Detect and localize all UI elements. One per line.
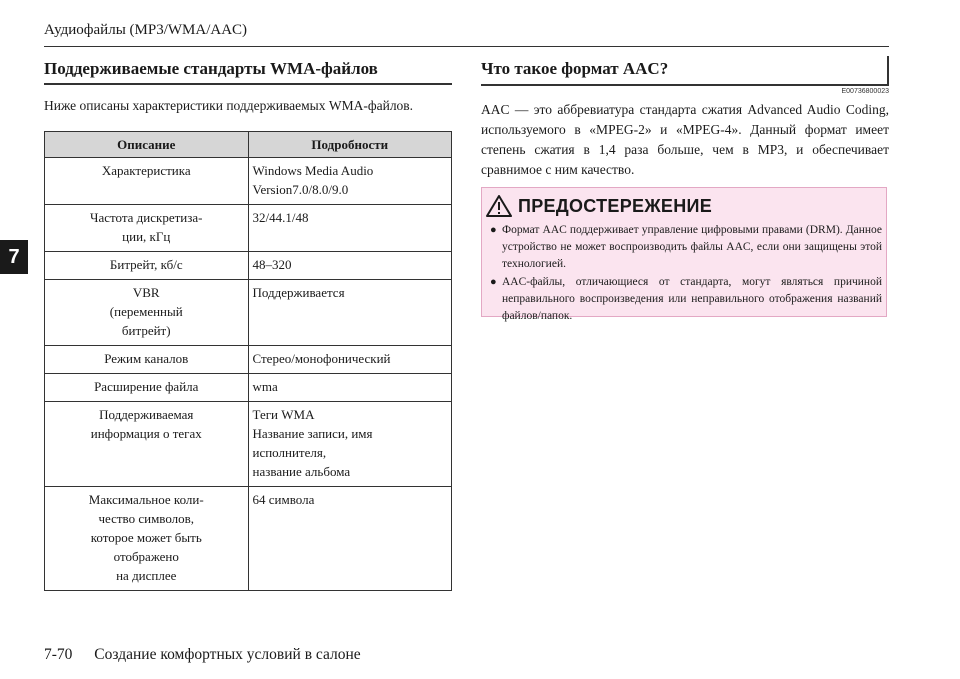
section-code: E00736800023: [841, 88, 889, 95]
aac-section-divider: [481, 84, 889, 86]
caution-item-text: AAC-файлы, отличающиеся от стандарта, могут являться причиной неправильного воспроизведения или неправильного отображения названий файлов/папок.: [502, 276, 882, 322]
table-row: [45, 205, 452, 252]
wma-section-divider: [44, 83, 452, 85]
caution-title: ПРЕДОСТЕРЕЖЕНИЕ: [518, 195, 713, 216]
wma-intro-text: Ниже описаны характеристики поддерживаемых WMA-файлов.: [44, 98, 414, 113]
table-header-row: [45, 132, 452, 158]
table-row: [45, 252, 452, 280]
table-row: [45, 280, 452, 346]
chapter-tab: 7: [0, 240, 28, 274]
header-divider: [44, 46, 889, 47]
table-cell-details: 64 символа: [248, 487, 452, 591]
caution-item: [490, 274, 882, 325]
table-row: [45, 158, 452, 205]
wma-section-title: Поддерживаемые стандарты WMA-файлов: [44, 59, 378, 78]
table-cell-details: Поддерживается: [248, 280, 452, 346]
page-number: 7-70: [44, 646, 73, 663]
aac-description: AAC — это аббревиатура стандарта сжатия Advanced Audio Coding, используемого в «MPEG-2» и «MPEG-4». Данный формат имеет степень сжатия в 1,4 раза больше, чем в MP3, и обеспечивает сравнимое с ним качество.: [481, 102, 889, 177]
table-cell-description: Характеристика: [45, 158, 249, 205]
table-cell-details: Стерео/монофонический: [248, 346, 452, 374]
table-body: [45, 158, 452, 591]
table-cell-description: Режим каналов: [45, 346, 249, 374]
table-cell-description: Битрейт, кб/с: [45, 252, 249, 280]
caution-item: [490, 222, 882, 273]
warning-triangle-icon: [486, 194, 512, 218]
table-cell-description: Расширение файла: [45, 374, 249, 402]
caution-item-text: Формат AAC поддерживает управление цифровыми правами (DRM). Данное устройство не может воспроизводить файлы AAC, если они защищены этой технологией.: [502, 224, 882, 270]
page-footer: [44, 646, 361, 664]
caution-list: [490, 222, 882, 326]
caution-box: [481, 187, 887, 322]
aac-section-bar: [887, 56, 889, 86]
table-cell-details: Windows Media Audio Version7.0/8.0/9.0: [248, 158, 452, 205]
table-cell-description: Частота дискретиза- ции, кГц: [45, 205, 249, 252]
table-row: [45, 374, 452, 402]
footer-chapter-title: Создание комфортных условий в салоне: [94, 646, 361, 663]
table-cell-description: VBR (переменный битрейт): [45, 280, 249, 346]
table-cell-details: 32/44.1/48: [248, 205, 452, 252]
table-row: [45, 487, 452, 591]
table-row: [45, 346, 452, 374]
table-cell-description: Максимальное коли- чество символов, которое может быть отображено на дисплее: [45, 487, 249, 591]
table-row: [45, 402, 452, 487]
table-cell-details: Теги WMA Название записи, имя исполнителя, название альбома: [248, 402, 452, 487]
bullet-icon: ●: [490, 224, 497, 236]
table-header-details: Подробности: [248, 132, 452, 158]
wma-spec-table: [44, 131, 452, 591]
table-cell-details: wma: [248, 374, 452, 402]
caution-header: [486, 192, 712, 220]
header-title: Аудиофайлы (MP3/WMA/AAC): [44, 22, 248, 38]
bullet-icon: ●: [490, 276, 497, 288]
table-cell-details: 48–320: [248, 252, 452, 280]
table-cell-description: Поддерживаемая информация о тегах: [45, 402, 249, 487]
aac-section-title: Что такое формат AAC?: [481, 59, 669, 78]
table-header-description: Описание: [45, 132, 249, 158]
